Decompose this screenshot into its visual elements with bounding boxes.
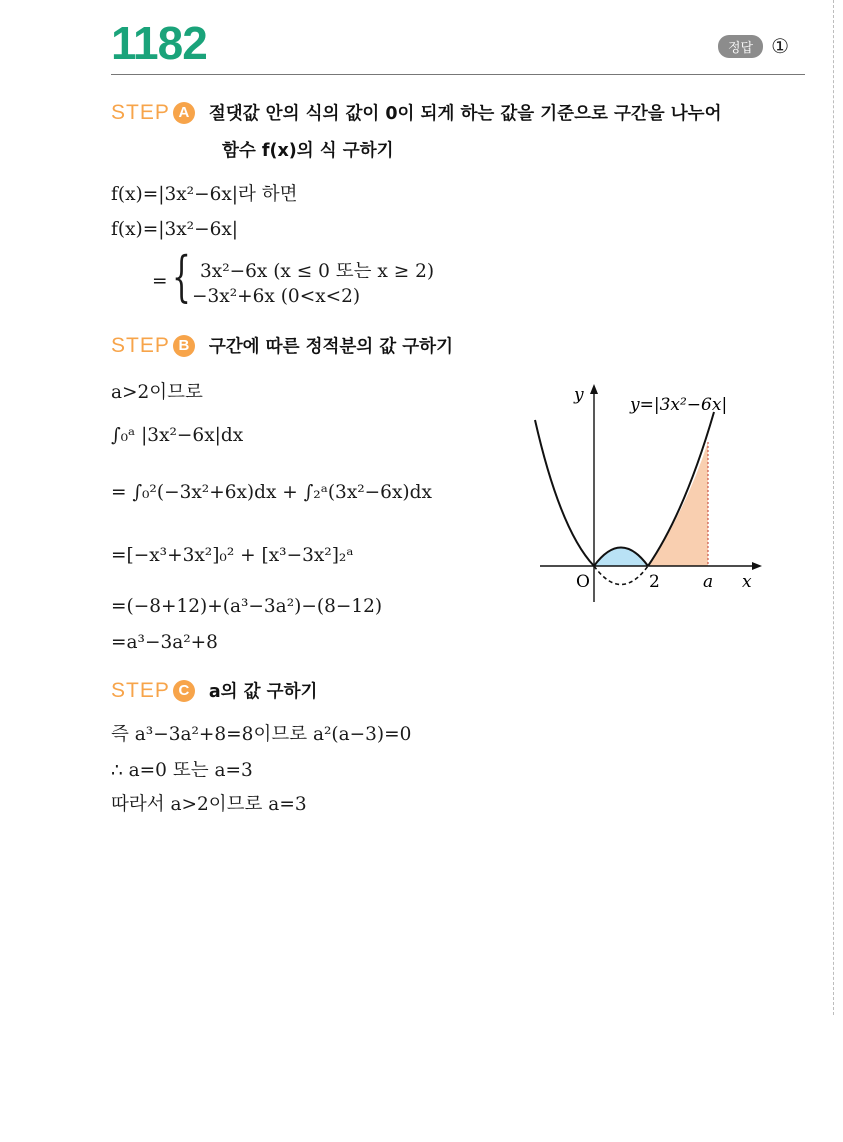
step-label: STEP xyxy=(111,678,170,702)
step-b-line-3: = ∫₀²(−3x²+6x)dx + ∫₂ᵃ(3x²−6x)dx xyxy=(111,482,432,503)
step-a-line-1: f(x)=|3x²−6x|라 하면 xyxy=(111,184,298,205)
step-b-line-1: a>2이므로 xyxy=(111,382,203,403)
y-axis-label: y xyxy=(574,385,584,405)
curve-left xyxy=(535,420,594,566)
step-b-line-4: =[−x³+3x²]₀² + [x³−3x²]₂ᵃ xyxy=(111,545,354,566)
piecewise-brace: { xyxy=(172,245,191,308)
step-a-title: 절댓값 안의 식의 값이 0이 되게 하는 값을 기준으로 구간을 나누어 xyxy=(208,104,722,124)
absolute-value-graph xyxy=(530,380,770,610)
piecewise-case-2: −3x²+6x (0<x<2) xyxy=(192,286,361,307)
step-b-line-6: =a³−3a²+8 xyxy=(111,632,218,653)
step-b-header xyxy=(111,333,453,358)
answer xyxy=(718,34,789,58)
step-c-line-3: 따라서 a>2이므로 a=3 xyxy=(111,794,307,815)
problem-number: 1182 xyxy=(111,17,207,69)
step-letter: C xyxy=(173,680,195,702)
step-c-title: a의 값 구하기 xyxy=(208,682,318,702)
step-b-line-5: =(−8+12)+(a³−3a²)−(8−12) xyxy=(111,596,383,617)
step-a-title-line2: 함수 f(x)의 식 구하기 xyxy=(222,141,394,161)
dashed-parabola xyxy=(594,566,648,585)
y-arrow-icon xyxy=(590,384,598,394)
step-c-header xyxy=(111,678,317,703)
header-rule xyxy=(111,74,805,75)
step-c-line-2: ∴ a=0 또는 a=3 xyxy=(111,760,253,781)
step-label: STEP xyxy=(111,100,170,124)
origin-label: O xyxy=(576,572,590,592)
answer-value: ① xyxy=(771,34,790,58)
piecewise-case-1: 3x²−6x (x ≤ 0 또는 x ≥ 2) xyxy=(200,261,435,282)
equation-label: y=|3x²−6x| xyxy=(630,395,728,415)
page-divider xyxy=(833,0,834,1015)
step-b-line-2: ∫₀ᵃ |3x²−6x|dx xyxy=(111,425,244,446)
step-a-header xyxy=(111,100,722,125)
tick-a-label: a xyxy=(703,572,714,592)
step-label: STEP xyxy=(111,333,170,357)
tick-2-label: 2 xyxy=(649,572,660,592)
x-arrow-icon xyxy=(752,562,762,570)
x-axis-label: x xyxy=(742,572,752,592)
step-a-equals: = xyxy=(152,271,168,292)
step-letter: B xyxy=(173,335,195,357)
step-c-line-1: 즉 a³−3a²+8=8이므로 a²(a−3)=0 xyxy=(111,724,412,745)
step-b-title: 구간에 따른 정적분의 값 구하기 xyxy=(208,337,453,357)
step-letter: A xyxy=(173,102,195,124)
answer-badge: 정답 xyxy=(718,35,763,58)
step-a-line-2: f(x)=|3x²−6x| xyxy=(111,219,239,240)
